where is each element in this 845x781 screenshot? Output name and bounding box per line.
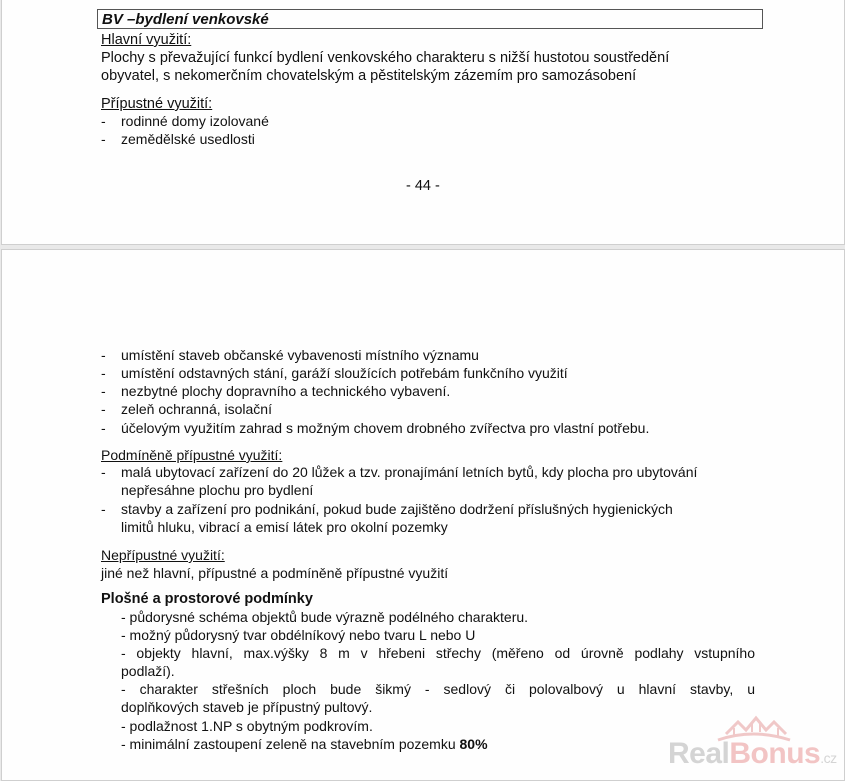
main-use-text-line2: obyvatel, s nekomerčním chovatelským a pěstitelským zázemím pro samozásobení [101,68,637,84]
main-use-label: Hlavní využití: [101,32,192,48]
permitted-label: Přípustné využití: [101,96,213,112]
condition-line-green: - minimální zastoupení zeleně na stavebním pozemku 80% [121,736,488,752]
brand-part2: Bonus [729,737,821,770]
realbonus-watermark-logo [668,712,843,768]
green-percent: 80% [459,736,488,752]
condition-line: podlaží). [121,663,175,679]
conditional-label: Podmíněně přípustné využití: [101,447,283,463]
condition-line: - charakter střešních ploch bude šikmý - sedlový či polovalbový u hlavní stavby, u [121,681,755,697]
condition-line: - možný půdorysný tvar obdélníkový nebo tvaru L nebo U [121,627,476,643]
forbidden-text: jiné než hlavní, přípustné a podmíněně přípustné využití [101,565,449,581]
brand-suffix: .cz [820,750,837,766]
document-page-45: - umístění staveb občanské vybavenosti místního významu - umístění odstavných stání, garáží sloužících potřebám funkčního využití - nezbytné plochy dopravního a technického vybavení. - zeleň ochranná, isolační - účelovým využitím zahrad s možným chovem drobného zvířectva pro vlastní potřebu. Podmíněně přípustné využití: - malá ubytovací zařízení do 20 lůžek a tzv. pronajímání letních bytů, kdy plocha pro ubytování nepřesáhne plochu pro bydlení - stavby a zařízení pro podnikání, pokud bude zajištěno dodržení příslušných hygienických limitů hluku, vibrací a emisí látek pro okolní pozemky Nepřípustné využití: jiné než hlavní, přípustné a podmíněně přípustné využití Plošné a prostorové podmínky - půdorysné schéma objektů bude výrazně podélného charakteru. - možný půdorysný tvar obdélníkový nebo tvaru L nebo U - objekty hlavní, max.výšky 8 m v hřebeni střechy (měřeno od úrovně podlahy vstupního podlaží). - charakter střešních ploch bude šikmý - sedlový či polovalbový u hlavní stavby, u doplňkových staveb je přípustný pultový. - podlažnost 1.NP s obytným podkrovím. - minimální zastoupení zeleně na stavebním pozemku 80% [1,249,845,781]
conditions-heading: Plošné a prostorové podmínky [101,591,313,607]
main-use-text-line1: Plochy s převažující funkcí bydlení venkovského charakteru s nižší hustotou soustředění [101,50,670,66]
forbidden-label: Nepřípustné využití: [101,547,225,563]
zone-title: BV –bydlení venkovské [102,11,269,28]
condition-line: - podlažnost 1.NP s obytným podkrovím. [121,718,373,734]
zone-title-box [97,9,763,29]
condition-line: doplňkových staveb je přípustný pultový. [121,699,373,715]
brand-part1: Real [668,737,730,770]
document-page-44: BV –bydlení venkovské Hlavní využití: Plochy s převažující funkcí bydlení venkovského charakteru s nižší hustotou soustředění obyvatel, s nekomerčním chovatelským a pěstitelským zázemím pro samozásobení Přípustné využití: - rodinné domy izolované - zemědělské usedlosti - 44 - [1,0,845,245]
condition-line: - objekty hlavní, max.výšky 8 m v hřebeni střechy (měřeno od úrovně podlahy vstupního [121,645,755,661]
condition-line: - půdorysné schéma objektů bude výrazně podélného charakteru. [121,609,529,625]
page-number: - 44 - [406,178,440,194]
